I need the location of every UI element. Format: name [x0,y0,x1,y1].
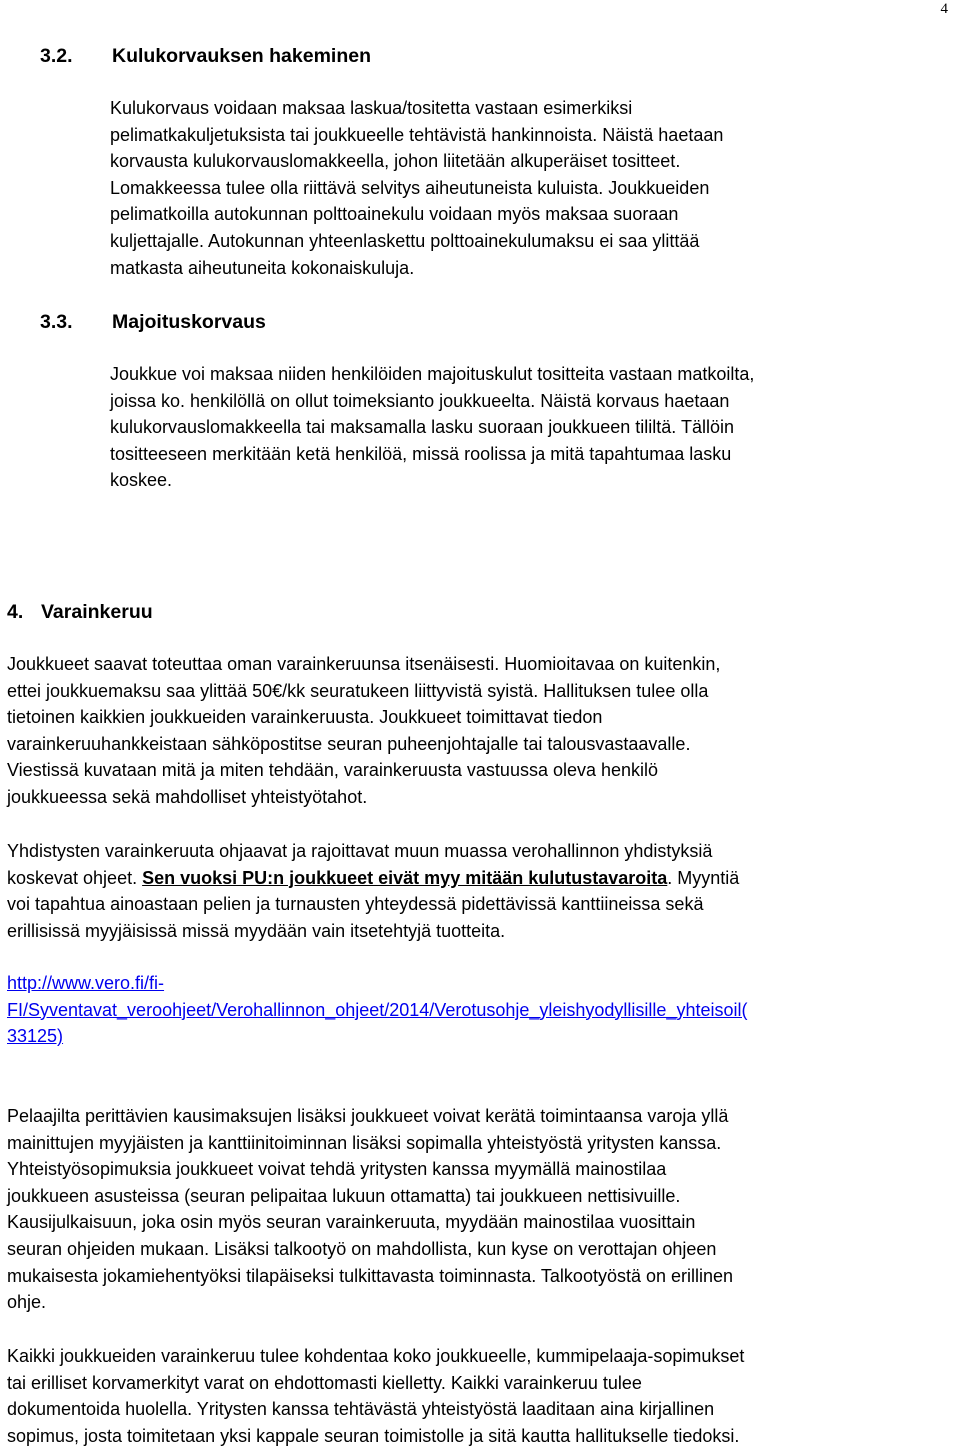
paragraph-line: pelimatkakuljetuksista tai joukkueelle tehtävistä hankinnoista. Näistä haetaan [110,124,724,145]
paragraph-line: tai erilliset korvamerkityt varat on ehdottomasti kielletty. Kaikki varainkeruu tulee [7,1372,642,1393]
paragraph-line: Joukkueet saavat toteuttaa oman varainkeruunsa itsenäisesti. Huomioitavaa on kuitenkin, [7,654,721,674]
emphasized-text: Sen vuoksi PU:n joukkueet eivät myy mitään kulutustavaroita [142,867,668,888]
paragraph-line: ettei joukkuemaksu saa ylittää 50€/kk seuratukeen liittyvistä syistä. Hallituksen tulee olla [7,680,709,701]
paragraph-line: joissa ko. henkilöllä on ollut toimeksianto joukkueelta. Näistä korvaus haetaan [110,390,730,411]
section-3-3-title: Majoituskorvaus [112,311,266,333]
section-4-heading [7,599,153,625]
paragraph-line: kuljettajalle. Autokunnan yhteenlaskettu polttoainekulumaksu ei saa ylittää [110,230,700,251]
paragraph-line: Joukkue voi maksaa niiden henkilöiden majoituskulut tositteita vastaan matkoilta, [110,364,755,384]
paragraph-line: korvausta kulukorvauslomakkeella, johon liitetään alkuperäiset tositteet. [110,151,681,172]
paragraph-line: Viestissä kuvataan mitä ja miten tehdään, varainkeruusta vastuussa oleva henkilö [7,760,659,781]
section-3-3-number: 3.3. [40,311,73,333]
paragraph-line: Kulukorvaus voidaan maksaa laskua/tositetta vastaan esimerkiksi [110,98,633,118]
paragraph-line: mukaisesta jokamiehentyöksi tilapäiseksi tulkittavasta toiminnasta. Talkootyöstä on erillinen [7,1265,734,1286]
paragraph-line: koskee. [110,470,173,491]
paragraph-line: joukkueessa sekä mahdolliset yhteistyötahot. [7,786,368,807]
plain-text: . Myyntiä [667,867,740,888]
section-3-2-title: Kulukorvauksen hakeminen [112,45,372,67]
paragraph-line: joukkueen asusteissa (seuran pelipaitaa lukuun ottamatta) tai joukkueen nettisivuille. [7,1185,681,1206]
section-4-paragraph-2 [7,838,739,944]
section-3-2-heading [40,43,371,69]
section-4-paragraph-3 [7,1103,733,1316]
paragraph-line: tositteeseen merkitään ketä henkilöä, missä roolissa ja mitä tapahtumaa lasku [110,443,732,464]
section-4-title: Varainkeruu [41,601,153,623]
paragraph-line: seuran ohjeiden mukaan. Lisäksi talkootyö on mahdollista, kun kyse on verottajan ohjeen [7,1238,717,1259]
paragraph-line: Lomakkeessa tulee olla riittävä selvitys aiheutuneista kuluista. Joukkueiden [110,177,710,198]
paragraph-line: varainkeruuhankkeistaan sähköpostitse seuran puheenjohtajalle tai talousvastaavalle. [7,733,691,754]
section-4-paragraph-1 [7,651,720,811]
section-3-3-paragraph [110,361,754,494]
paragraph-line: erillisissä myyjäisissä missä myydään vain itsetehtyjä tuotteita. [7,920,506,941]
section-3-2-paragraph [110,95,723,281]
paragraph-line: tietoinen kaikkien joukkueiden varainkeruusta. Joukkueet toimittavat tiedon [7,707,603,728]
link-line[interactable]: 33125) [7,1026,64,1047]
section-3-3-heading [40,309,266,335]
page-number: 4 [940,1,948,17]
paragraph-line: sopimus, josta toimitetaan yksi kappale seuran toimistolle ja sitä kautta hallitukselle tiedoksi. [7,1425,740,1446]
section-3-2-number: 3.2. [40,45,73,67]
paragraph-line: pelimatkoilla autokunnan polttoainekulu voidaan myös maksaa suoraan [110,204,679,225]
link-line[interactable]: http://www.vero.fi/fi- [7,973,165,993]
paragraph-line: Yhteistyösopimuksia joukkueet voivat tehdä yritysten kanssa myymällä mainostilaa [7,1159,667,1180]
link-line[interactable]: FI/Syventavat_veroohjeet/Verohallinnon_ohjeet/2014/Verotusohje_yleishyodyllisille_yhteisoil( [7,999,748,1020]
section-4-paragraph-4 [7,1343,744,1449]
paragraph-line: Kausijulkaisuun, joka osin myös seuran varainkeruuta, myydään mainostilaa vuosittain [7,1212,696,1233]
paragraph-line [7,865,739,892]
paragraph-line: voi tapahtua ainoastaan pelien ja turnausten yhteydessä pidettävissä kanttiineissa sekä [7,894,704,915]
section-4-number: 4. [7,601,24,623]
paragraph-line: kulukorvauslomakkeella tai maksamalla lasku suoraan joukkueen tililtä. Tällöin [110,417,734,438]
paragraph-line: Yhdistysten varainkeruuta ohjaavat ja rajoittavat muun muassa verohallinnon yhdistyksiä [7,841,713,861]
paragraph-line: ohje. [7,1292,47,1313]
plain-text: koskevat ohjeet. [7,867,143,888]
paragraph-line: Pelaajilta perittävien kausimaksujen lisäksi joukkueet voivat kerätä toimintaansa varoja yllä [7,1106,729,1126]
vero-link[interactable] [7,970,747,1050]
paragraph-line: dokumentoida huolella. Yritysten kanssa tehtävästä yhteistyöstä laaditaan aina kirjallinen [7,1399,715,1420]
paragraph-line: Kaikki joukkueiden varainkeruu tulee kohdentaa koko joukkueelle, kummipelaaja-sopimukset [7,1346,745,1366]
paragraph-line: matkasta aiheutuneita kokonaiskuluja. [110,257,415,278]
paragraph-line: mainittujen myyjäisten ja kanttiinitoiminnan lisäksi sopimalla yhteistyöstä yritysten kanssa. [7,1132,722,1153]
